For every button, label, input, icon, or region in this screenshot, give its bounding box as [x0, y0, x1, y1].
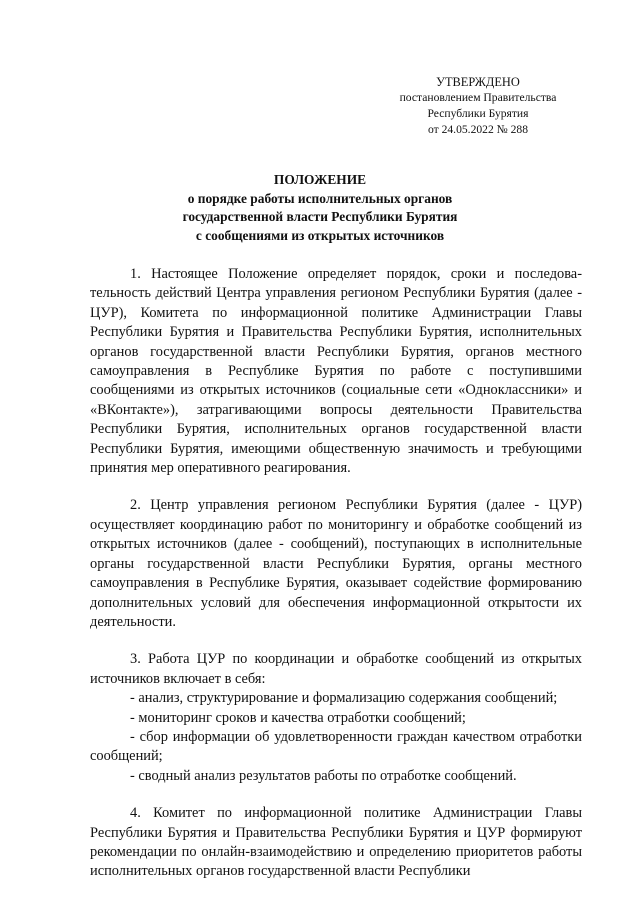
approval-heading: УТВЕРЖДЕНО	[436, 75, 520, 89]
paragraph-3	[90, 650, 582, 786]
approval-stamp	[378, 74, 578, 138]
paragraph-2: 2. Центр управления регионом Республики Бурятия (далее - ЦУР) осуществляет координацию работ по мониторингу и обработке сообщений из открытых источников (далее - сообщений), поступающих в исполнительные органы государственной власти Республики Бурятия, органы местного самоуправления в Республике Бурятия, оказывает содействие формированию дополнительных условий для обеспечения информационной открытости их деятельности.	[90, 497, 582, 630]
approval-region: Республики Бурятия	[427, 107, 529, 120]
approval-authority: постановлением Правительства	[399, 91, 557, 104]
title-heading: ПОЛОЖЕНИЕ	[273, 172, 367, 187]
paragraph-3-intro: 3. Работа ЦУР по координации и обработке сообщений из открытых источников включает в себя:	[90, 651, 582, 687]
list-item: - мониторинг сроков и качества отработки сообщений;	[130, 709, 466, 726]
paragraph-4: 4. Комитет по информационной политике Администрации Главы Республики Бурятия и Правительства Республики Бурятия и ЦУР формируют рекомендации по онлайн-взаимодействию и определению приоритетов работы исполнительных органов государственной власти Республики	[90, 805, 582, 880]
list-item: - сбор информации об удовлетворенности граждан качеством отработки сообщений;	[90, 728, 582, 765]
paragraph-1: 1. Настоящее Положение определяет порядок, сроки и последовательность действий Центра управления регионом Республики Бурятия (далее - ЦУР), Комитета по информационной политике Администрации Главы Республики Бурятия и Правительства Республики Бурятия, исполнительных органов государственной власти Республики Бурятия, органов местного самоуправления в Республике Бурятия по работе с поступившими сообщениями из открытых источников (социальные сети «Одноклассники» и «ВКонтакте»), затрагивающими вопросы деятельности Правительства Республики Бурятия, исполнительных органов государственной власти Республики Бурятия, имеющими общественную значимость и требующими принятия мер оперативного реагирования.	[90, 266, 582, 477]
title-subtitle-line-1: о порядке работы исполнительных органов	[187, 190, 453, 206]
document-body	[90, 265, 582, 900]
document-title	[60, 171, 580, 245]
list-item: - анализ, структурирование и формализацию содержания сообщений;	[130, 690, 558, 707]
approval-date-number: от 24.05.2022 № 288	[427, 123, 529, 136]
title-subtitle-line-3: с сообщениями из открытых источников	[195, 227, 445, 243]
list-item: - сводный анализ результатов работы по отработке сообщений.	[130, 767, 517, 784]
paragraph-3-list	[90, 689, 582, 786]
title-subtitle-line-2: государственной власти Республики Бурятия	[182, 209, 458, 224]
